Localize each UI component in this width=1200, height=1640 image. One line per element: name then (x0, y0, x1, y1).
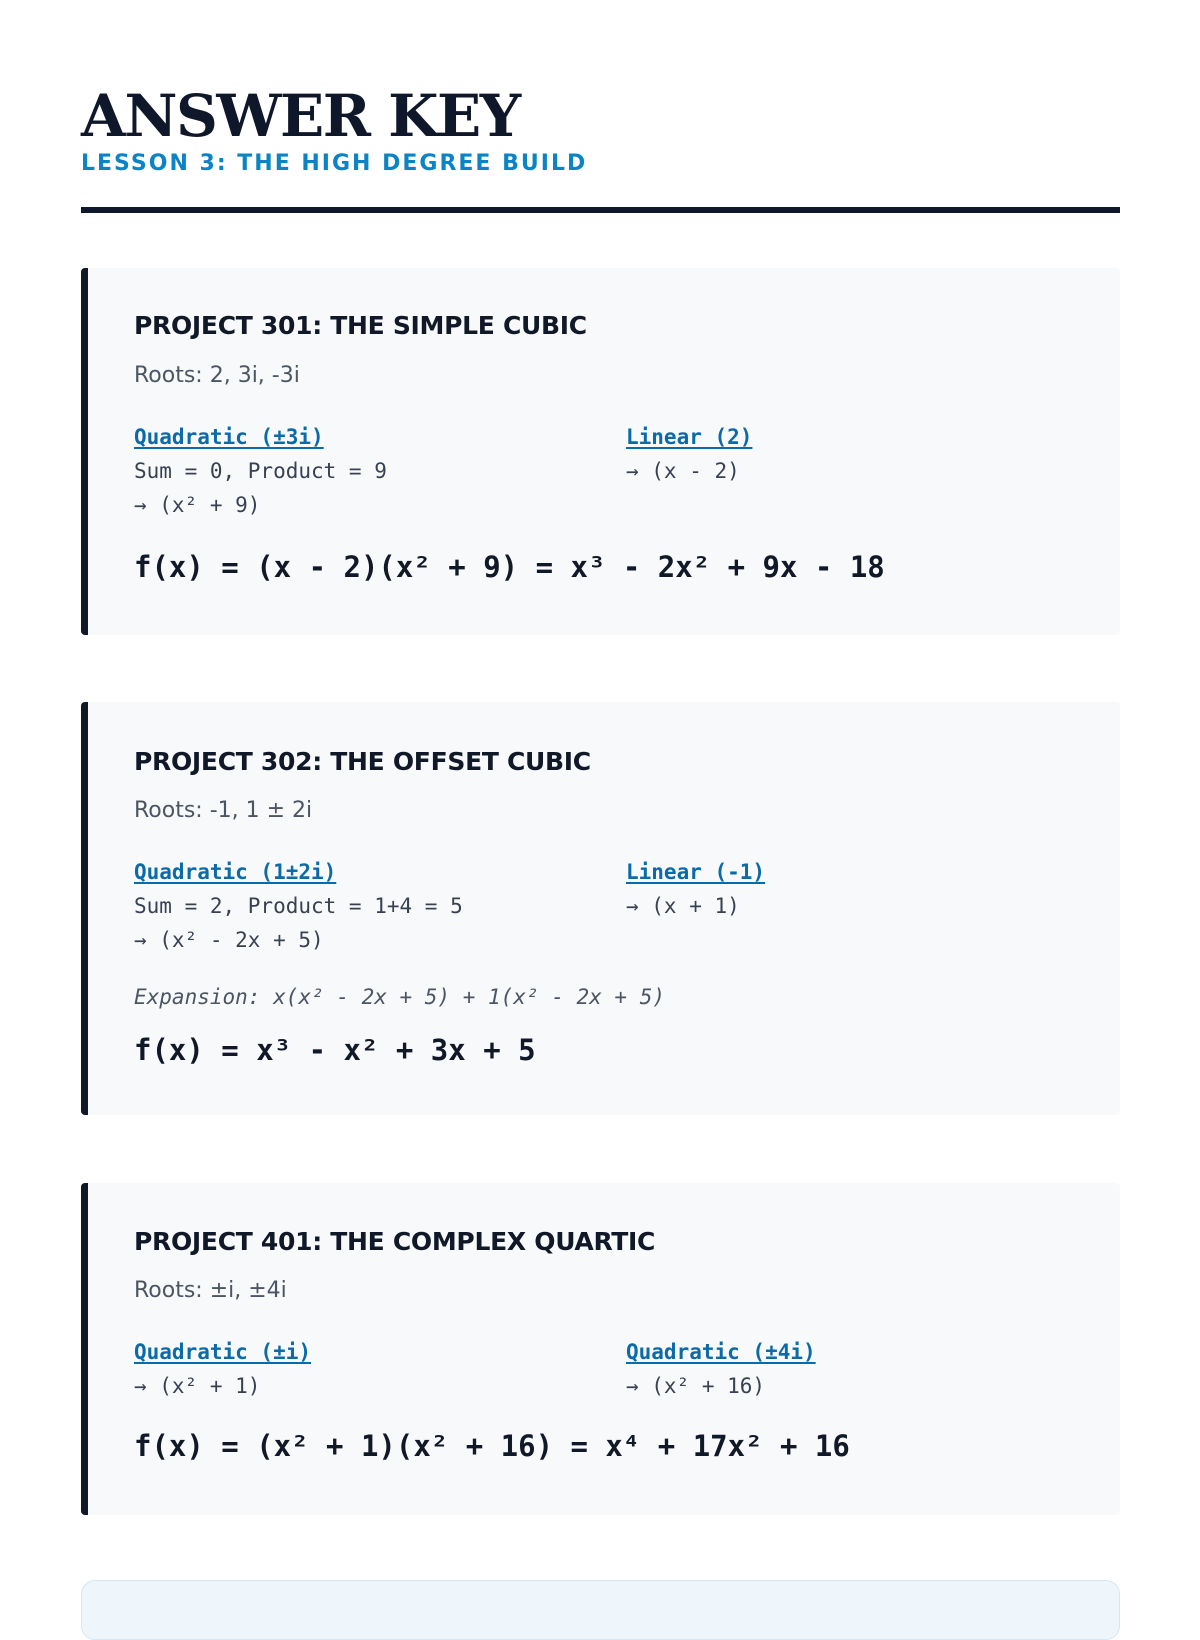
project-title: PROJECT 401: THE COMPLEX QUARTIC (134, 1227, 656, 1256)
project-card-401 (81, 1183, 1120, 1515)
factor-line: → (x² - 2x + 5) (134, 928, 324, 952)
right-factor-column (626, 420, 752, 488)
project-roots: Roots: ±i, ±4i (134, 1278, 287, 1303)
page-subtitle: LESSON 3: THE HIGH DEGREE BUILD (81, 151, 588, 176)
project-roots: Roots: 2, 3i, -3i (134, 363, 300, 388)
right-factor-heading: Linear (2) (626, 425, 753, 449)
page-title: ANSWER KEY (81, 82, 520, 150)
answer-key-page (81, 0, 1120, 1463)
factor-line: Sum = 0, Product = 9 (134, 459, 387, 483)
left-factor-column (134, 1335, 311, 1403)
left-factor-column (134, 420, 387, 522)
project-card-301 (81, 268, 1120, 635)
right-factor-heading: Quadratic (±4i) (626, 1340, 816, 1364)
left-factor-heading: Quadratic (±i) (134, 1340, 312, 1364)
polynomial-formula: f(x) = (x² + 1)(x² + 16) = x⁴ + 17x² + 16 (134, 1429, 850, 1463)
factor-line: → (x² + 16) (626, 1374, 766, 1398)
header-divider (81, 207, 1120, 213)
right-factor-column (626, 1335, 816, 1403)
project-card-302 (81, 702, 1120, 1115)
factor-line: Sum = 2, Product = 1+4 = 5 (134, 894, 463, 918)
next-section-card (81, 1580, 1120, 1640)
factor-line: → (x + 1) (626, 894, 740, 918)
left-factor-heading: Quadratic (1±2i) (134, 860, 337, 884)
left-factor-heading: Quadratic (±3i) (134, 425, 324, 449)
project-roots: Roots: -1, 1 ± 2i (134, 798, 313, 823)
left-factor-column (134, 855, 463, 957)
right-factor-heading: Linear (-1) (626, 860, 766, 884)
factor-line: → (x² + 9) (134, 493, 261, 517)
page-header (81, 0, 1120, 213)
factor-line: → (x² + 1) (134, 1374, 261, 1398)
project-title: PROJECT 302: THE OFFSET CUBIC (134, 747, 591, 776)
factor-line: → (x - 2) (626, 459, 740, 483)
expansion-note: Expansion: x(x² - 2x + 5) + 1(x² - 2x + 5) (134, 985, 666, 1009)
project-title: PROJECT 301: THE SIMPLE CUBIC (134, 311, 587, 340)
polynomial-formula: f(x) = (x - 2)(x² + 9) = x³ - 2x² + 9x - 18 (134, 550, 885, 584)
polynomial-formula: f(x) = x³ - x² + 3x + 5 (134, 1033, 536, 1067)
right-factor-column (626, 855, 765, 923)
